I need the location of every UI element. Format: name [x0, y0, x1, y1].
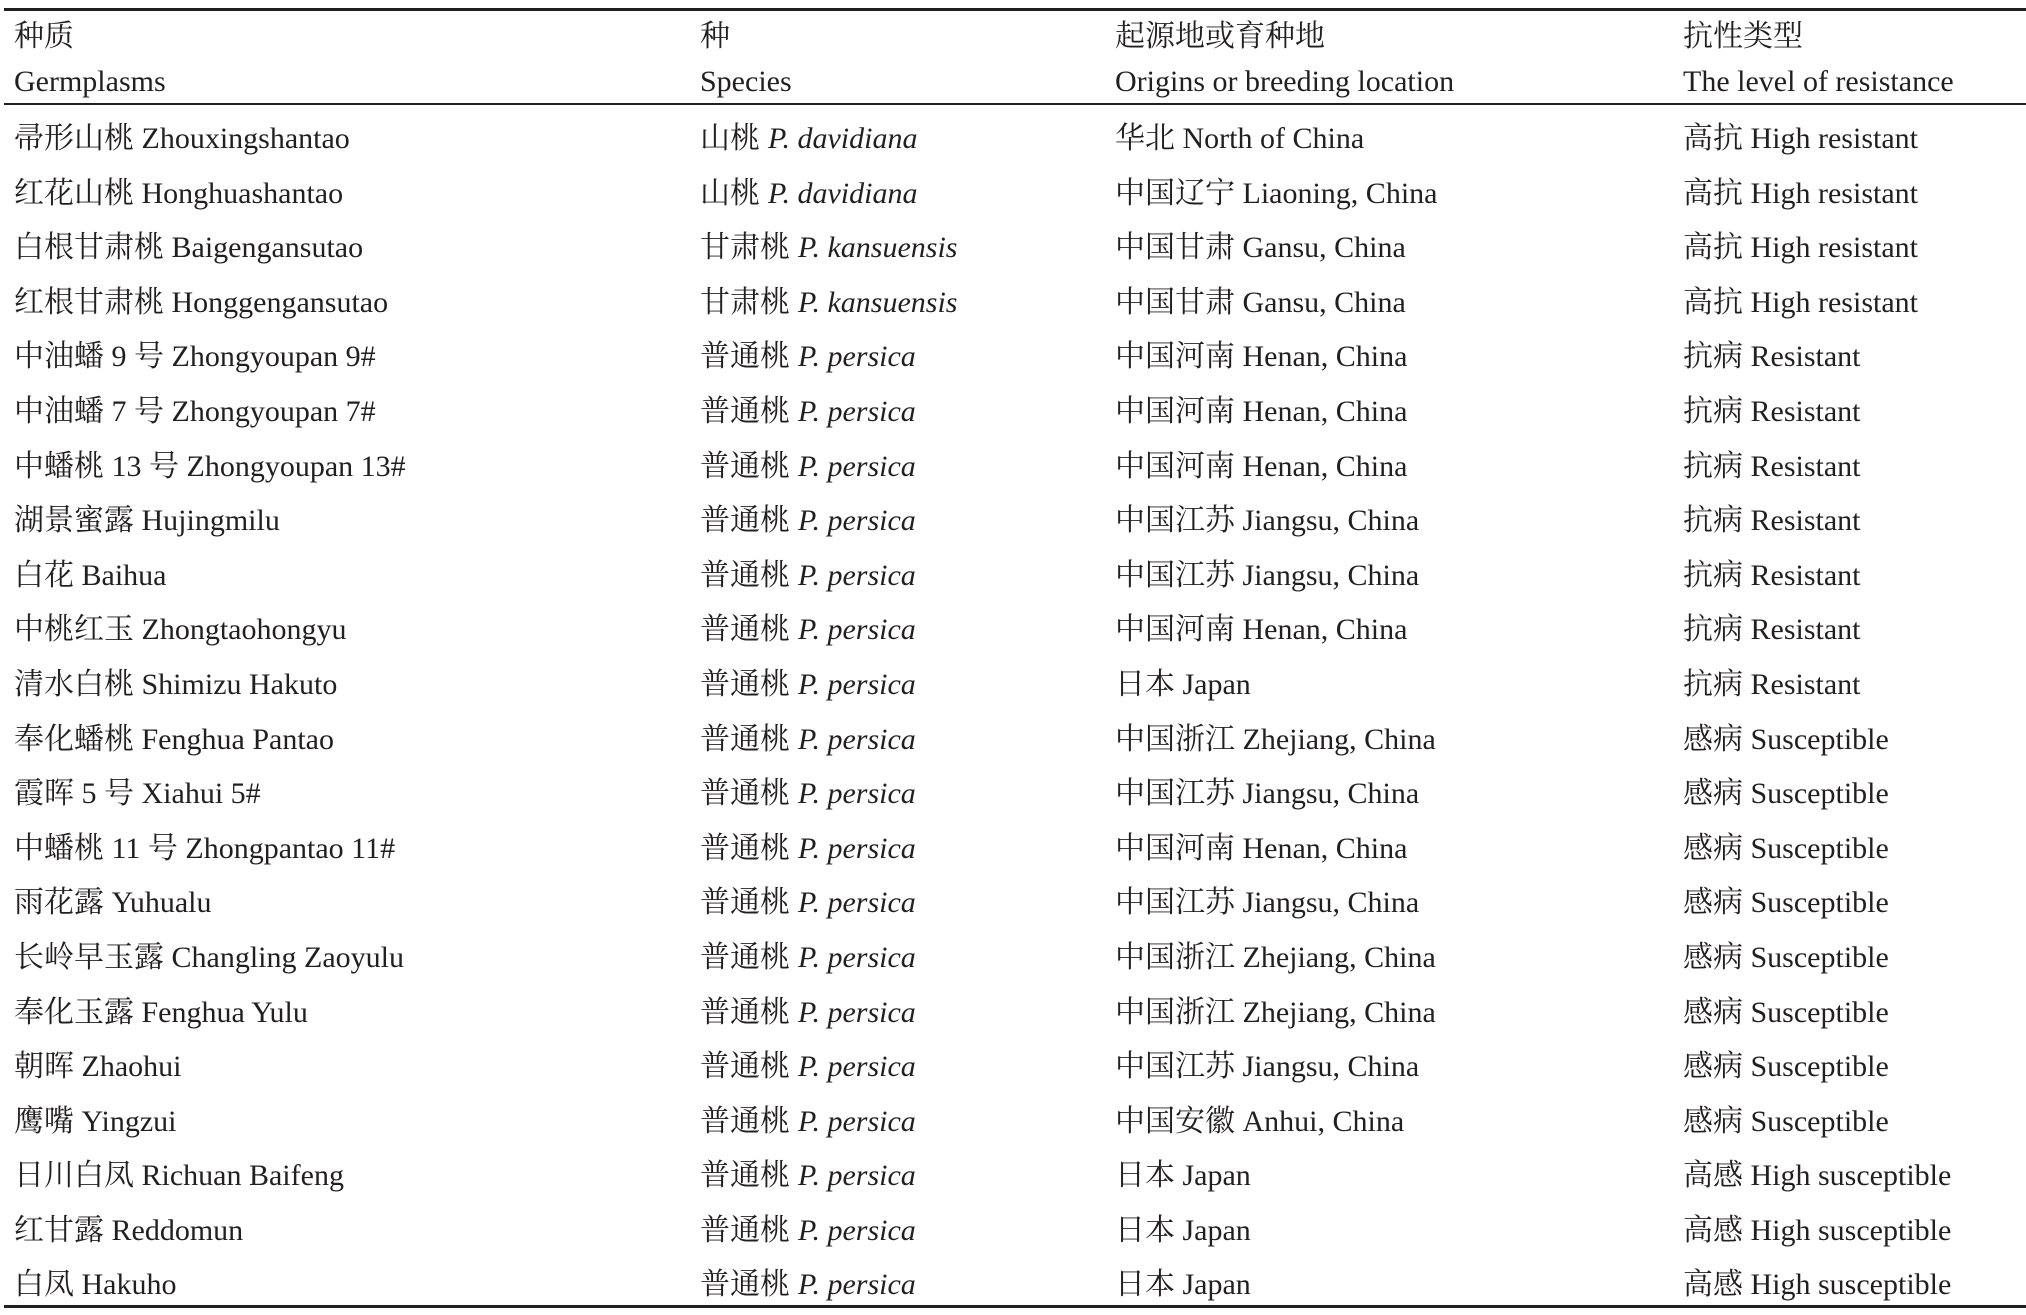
- cell-species: [700, 385, 916, 439]
- species-latin-name: P. persica: [798, 449, 916, 483]
- species-latin-name: P. persica: [798, 831, 916, 865]
- cell-species: [700, 1204, 916, 1258]
- cell-germplasm: 中油蟠 9 号 Zhongyoupan 9#: [14, 340, 376, 374]
- species-latin-name: P. persica: [798, 558, 916, 592]
- species-latin-name: P. persica: [798, 777, 916, 811]
- header-row-english: [4, 60, 2026, 104]
- species-chinese-name: 普通桃: [700, 995, 790, 1029]
- table-row: [4, 167, 2026, 222]
- cell-resistance: 感病 Susceptible: [1683, 831, 1889, 865]
- cell-germplasm: 帚形山桃 Zhouxingshantao: [14, 122, 350, 155]
- cell-germplasm: 霞晖 5 号 Xiahui 5#: [14, 777, 261, 811]
- cell-species: [700, 822, 916, 876]
- species-chinese-name: 普通桃: [700, 613, 790, 647]
- cell-germplasm: 红根甘肃桃 Honggengansutao: [14, 285, 389, 319]
- cell-origin: 中国江苏 Jiangsu, China: [1115, 777, 1420, 811]
- table-row: [4, 822, 2026, 877]
- species-latin-name: P. persica: [798, 1159, 916, 1193]
- species-chinese-name: 普通桃: [700, 394, 790, 428]
- cell-species: [700, 167, 917, 221]
- cell-germplasm: 鹰嘴 Yingzui: [14, 1104, 177, 1138]
- table-row: [4, 330, 2026, 385]
- header-row-chinese: [4, 15, 2026, 59]
- species-chinese-name: 山桃: [700, 122, 760, 155]
- table-body: [4, 112, 2026, 1313]
- species-latin-name: P. persica: [798, 504, 916, 538]
- cell-origin: 中国江苏 Jiangsu, China: [1115, 1050, 1420, 1084]
- species-latin-name: P. persica: [798, 394, 916, 428]
- table-row: [4, 1204, 2026, 1259]
- species-chinese-name: 普通桃: [700, 940, 790, 974]
- species-latin-name: P. persica: [798, 1213, 916, 1247]
- cell-species: [700, 494, 916, 548]
- cell-resistance: 感病 Susceptible: [1683, 1050, 1889, 1084]
- cell-germplasm: 红甘露 Reddomun: [14, 1213, 244, 1247]
- cell-germplasm: 红花山桃 Honghuashantao: [14, 176, 344, 210]
- table-row: [4, 276, 2026, 331]
- cell-resistance: 抗病 Resistant: [1683, 667, 1861, 701]
- table-row: [4, 1095, 2026, 1150]
- cell-origin: 中国甘肃 Gansu, China: [1115, 285, 1406, 319]
- header-origin-en: Origins or breeding location: [1115, 65, 1455, 98]
- cell-origin: 中国辽宁 Liaoning, China: [1115, 176, 1438, 210]
- header-species-zh: 种: [700, 20, 730, 53]
- table-row: [4, 1149, 2026, 1204]
- species-chinese-name: 普通桃: [700, 722, 790, 756]
- species-latin-name: P. persica: [798, 667, 916, 701]
- cell-resistance: 高抗 High resistant: [1683, 285, 1918, 319]
- table-row: [4, 658, 2026, 713]
- species-latin-name: P. persica: [798, 340, 916, 374]
- header-species-en: Species: [700, 65, 792, 98]
- table-row: [4, 112, 2026, 167]
- cell-germplasm: 清水白桃 Shimizu Hakuto: [14, 667, 338, 701]
- species-chinese-name: 普通桃: [700, 1050, 790, 1084]
- cell-species: [700, 986, 916, 1040]
- cell-germplasm: 雨花露 Yuhualu: [14, 886, 212, 920]
- cell-origin: 华北 North of China: [1115, 122, 1365, 155]
- table-row: [4, 876, 2026, 931]
- table-row: [4, 603, 2026, 658]
- cell-origin: 中国河南 Henan, China: [1115, 449, 1408, 483]
- species-latin-name: P. persica: [798, 1268, 916, 1302]
- cell-origin: 中国浙江 Zhejiang, China: [1115, 722, 1436, 756]
- species-latin-name: P. persica: [798, 1104, 916, 1138]
- species-latin-name: P. persica: [798, 722, 916, 756]
- cell-species: [700, 549, 916, 603]
- cell-germplasm: 中油蟠 7 号 Zhongyoupan 7#: [14, 394, 376, 428]
- species-latin-name: P. persica: [798, 940, 916, 974]
- species-chinese-name: 普通桃: [700, 504, 790, 538]
- cell-species: [700, 1095, 916, 1149]
- cell-germplasm: 奉化蟠桃 Fenghua Pantao: [14, 722, 334, 756]
- cell-germplasm: 中蟠桃 11 号 Zhongpantao 11#: [14, 831, 396, 865]
- species-latin-name: P. davidiana: [768, 176, 918, 210]
- header-resistance-zh: 抗性类型: [1683, 20, 1803, 53]
- species-chinese-name: 普通桃: [700, 340, 790, 374]
- cell-germplasm: 日川白凤 Richuan Baifeng: [14, 1159, 344, 1193]
- table-row: [4, 931, 2026, 986]
- cell-resistance: 抗病 Resistant: [1683, 449, 1861, 483]
- cell-origin: 日本 Japan: [1115, 1213, 1251, 1247]
- cell-species: [700, 931, 916, 985]
- cell-germplasm: 白凤 Hakuho: [14, 1268, 177, 1302]
- species-latin-name: P. davidiana: [768, 122, 918, 155]
- cell-origin: 日本 Japan: [1115, 667, 1251, 701]
- species-chinese-name: 普通桃: [700, 667, 790, 701]
- cell-resistance: 高抗 High resistant: [1683, 176, 1918, 210]
- cell-origin: 中国江苏 Jiangsu, China: [1115, 558, 1420, 592]
- cell-origin: 中国浙江 Zhejiang, China: [1115, 995, 1436, 1029]
- species-chinese-name: 普通桃: [700, 1268, 790, 1302]
- cell-resistance: 抗病 Resistant: [1683, 340, 1861, 374]
- cell-germplasm: 奉化玉露 Fenghua Yulu: [14, 995, 308, 1029]
- table-row: [4, 767, 2026, 822]
- species-latin-name: P. kansuensis: [798, 231, 958, 265]
- cell-origin: 中国浙江 Zhejiang, China: [1115, 940, 1436, 974]
- species-chinese-name: 普通桃: [700, 777, 790, 811]
- table-row: [4, 494, 2026, 549]
- species-chinese-name: 普通桃: [700, 886, 790, 920]
- table-row: [4, 221, 2026, 276]
- cell-resistance: 高抗 High resistant: [1683, 122, 1918, 155]
- species-latin-name: P. persica: [798, 1050, 916, 1084]
- cell-species: [700, 767, 916, 821]
- cell-origin: 中国河南 Henan, China: [1115, 340, 1408, 374]
- cell-species: [700, 112, 917, 166]
- cell-species: [700, 876, 916, 930]
- header-origin-zh: 起源地或育种地: [1115, 20, 1325, 53]
- table-top-rule: [4, 8, 2026, 11]
- species-chinese-name: 山桃: [700, 176, 760, 210]
- cell-origin: 日本 Japan: [1115, 1268, 1251, 1302]
- cell-species: [700, 330, 916, 384]
- cell-resistance: 高感 High susceptible: [1683, 1213, 1952, 1247]
- cell-resistance: 抗病 Resistant: [1683, 394, 1861, 428]
- cell-origin: 日本 Japan: [1115, 1159, 1251, 1193]
- species-chinese-name: 普通桃: [700, 1213, 790, 1247]
- species-chinese-name: 甘肃桃: [700, 285, 790, 319]
- cell-resistance: 感病 Susceptible: [1683, 995, 1889, 1029]
- species-latin-name: P. persica: [798, 613, 916, 647]
- header-germplasm-en: Germplasms: [14, 65, 166, 98]
- cell-resistance: 高感 High susceptible: [1683, 1268, 1952, 1302]
- species-latin-name: P. persica: [798, 886, 916, 920]
- table-row: [4, 549, 2026, 604]
- cell-species: [700, 1149, 916, 1203]
- cell-resistance: 感病 Susceptible: [1683, 1104, 1889, 1138]
- table-row: [4, 1040, 2026, 1095]
- cell-resistance: 感病 Susceptible: [1683, 886, 1889, 920]
- header-resistance-en: The level of resistance: [1683, 65, 1954, 98]
- cell-germplasm: 白花 Baihua: [14, 558, 167, 592]
- cell-resistance: 高抗 High resistant: [1683, 231, 1918, 265]
- cell-resistance: 感病 Susceptible: [1683, 777, 1889, 811]
- cell-germplasm: 朝晖 Zhaohui: [14, 1050, 182, 1084]
- cell-germplasm: 中桃红玉 Zhongtaohongyu: [14, 613, 347, 647]
- table-row: [4, 713, 2026, 768]
- species-latin-name: P. kansuensis: [798, 285, 958, 319]
- cell-resistance: 抗病 Resistant: [1683, 613, 1861, 647]
- cell-resistance: 抗病 Resistant: [1683, 504, 1861, 538]
- table-bottom-rule: [4, 1305, 2026, 1308]
- cell-germplasm: 中蟠桃 13 号 Zhongyoupan 13#: [14, 449, 406, 483]
- cell-species: [700, 658, 916, 712]
- species-chinese-name: 普通桃: [700, 558, 790, 592]
- cell-resistance: 抗病 Resistant: [1683, 558, 1861, 592]
- cell-origin: 中国甘肃 Gansu, China: [1115, 231, 1406, 265]
- cell-germplasm: 湖景蜜露 Hujingmilu: [14, 504, 280, 538]
- cell-resistance: 高感 High susceptible: [1683, 1159, 1952, 1193]
- cell-origin: 中国河南 Henan, China: [1115, 613, 1408, 647]
- table-row: [4, 385, 2026, 440]
- table-row: [4, 440, 2026, 495]
- cell-species: [700, 276, 957, 330]
- species-chinese-name: 普通桃: [700, 1159, 790, 1193]
- cell-origin: 中国河南 Henan, China: [1115, 394, 1408, 428]
- cell-origin: 中国河南 Henan, China: [1115, 831, 1408, 865]
- cell-species: [700, 1040, 916, 1094]
- cell-origin: 中国江苏 Jiangsu, China: [1115, 886, 1420, 920]
- species-chinese-name: 普通桃: [700, 449, 790, 483]
- cell-species: [700, 440, 916, 494]
- table-header-rule: [4, 103, 2026, 105]
- cell-resistance: 感病 Susceptible: [1683, 940, 1889, 974]
- species-latin-name: P. persica: [798, 995, 916, 1029]
- species-chinese-name: 普通桃: [700, 1104, 790, 1138]
- cell-species: [700, 221, 957, 275]
- species-chinese-name: 普通桃: [700, 831, 790, 865]
- cell-species: [700, 713, 916, 767]
- cell-resistance: 感病 Susceptible: [1683, 722, 1889, 756]
- species-chinese-name: 甘肃桃: [700, 231, 790, 265]
- cell-species: [700, 603, 916, 657]
- cell-origin: 中国安徽 Anhui, China: [1115, 1104, 1405, 1138]
- header-germplasm-zh: 种质: [14, 20, 74, 53]
- table-row: [4, 986, 2026, 1041]
- cell-origin: 中国江苏 Jiangsu, China: [1115, 504, 1420, 538]
- cell-germplasm: 白根甘肃桃 Baigengansutao: [14, 231, 364, 265]
- cell-germplasm: 长岭早玉露 Changling Zaoyulu: [14, 940, 404, 974]
